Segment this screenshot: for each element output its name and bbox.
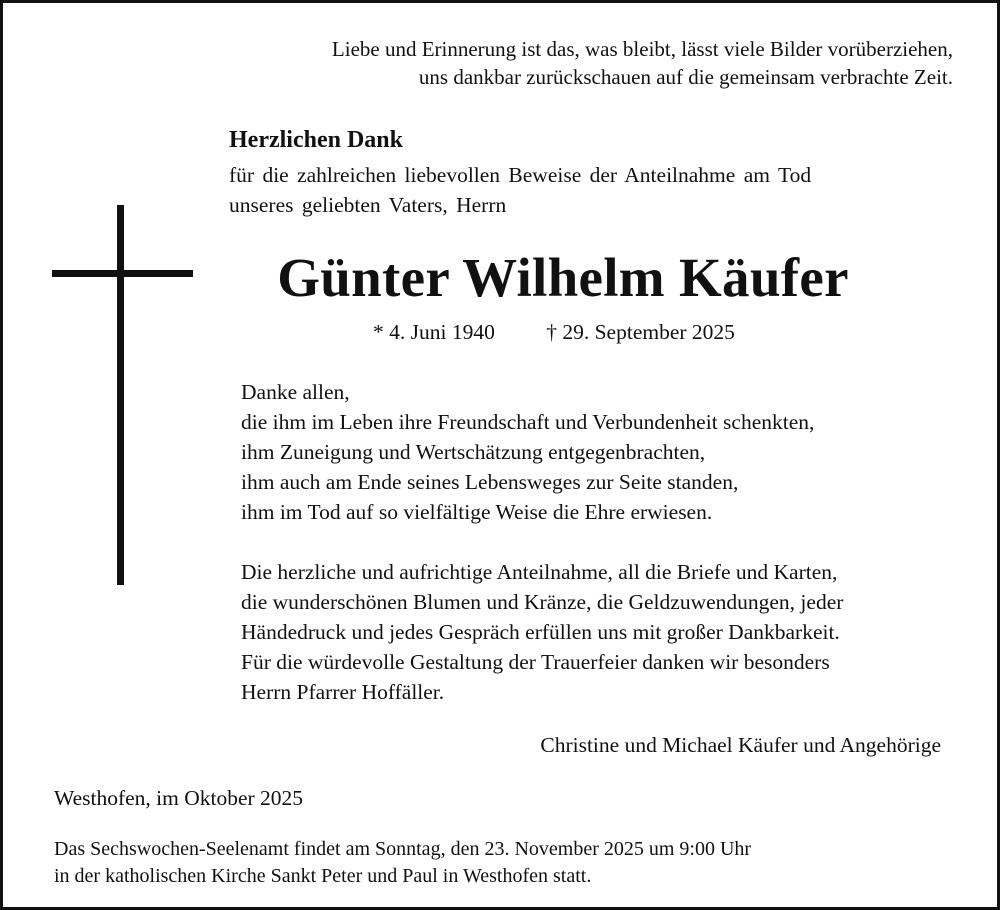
- cross-vertical-bar: [117, 205, 124, 585]
- death-date: † 29. September 2025: [546, 320, 735, 344]
- service-notice: [54, 836, 751, 890]
- notice-line: in der katholischen Kirche Sankt Peter und Paul in Westhofen statt.: [54, 865, 592, 887]
- motto-line: uns dankbar zurückschauen auf die gemeinsam verbrachte Zeit.: [418, 65, 953, 89]
- paragraph-line: Für die würdevolle Gestaltung der Trauerfeier danken wir besonders: [241, 650, 830, 674]
- thanks-text: [229, 160, 811, 220]
- paragraph-line: Herrn Pfarrer Hoffäller.: [241, 680, 445, 704]
- paragraph-line: ihm im Tod auf so vielfältige Weise die Ehre erwiesen.: [241, 500, 713, 524]
- notice-line: Das Sechswochen-Seelenamt findet am Sonntag, den 23. November 2025 um 9:00 Uhr: [54, 838, 752, 860]
- deceased-name: Günter Wilhelm Käufer: [277, 247, 849, 308]
- motto-line: Liebe und Erinnerung ist das, was bleibt, lässt viele Bilder vorüberziehen,: [331, 37, 953, 61]
- paragraph-line: ihm Zuneigung und Wertschätzung entgegenbrachten,: [241, 440, 706, 464]
- birth-date: * 4. Juni 1940: [373, 320, 495, 344]
- signature: Christine und Michael Käufer und Angehörige: [540, 733, 941, 757]
- thanks-paragraph: [241, 377, 814, 527]
- motto-quote: [332, 35, 953, 91]
- paragraph-line: Danke allen,: [241, 380, 350, 404]
- place-date: Westhofen, im Oktober 2025: [54, 786, 304, 810]
- condolence-paragraph: [241, 557, 843, 707]
- thanks-line: für die zahlreichen liebevollen Beweise der Anteilnahme am Tod: [229, 163, 812, 187]
- paragraph-line: ihm auch am Ende seines Lebensweges zur Seite standen,: [241, 470, 739, 494]
- cross-horizontal-bar: [52, 270, 193, 277]
- life-dates: [373, 320, 735, 345]
- paragraph-line: die wunderschönen Blumen und Kränze, die Geldzuwendungen, jeder: [241, 590, 844, 614]
- thanks-line: unseres geliebten Vaters, Herrn: [229, 193, 507, 217]
- paragraph-line: Händedruck und jedes Gespräch erfüllen uns mit großer Dankbarkeit.: [241, 620, 840, 644]
- thanks-heading: Herzlichen Dank: [229, 127, 403, 153]
- paragraph-line: die ihm im Leben ihre Freundschaft und Verbundenheit schenkten,: [241, 410, 815, 434]
- paragraph-line: Die herzliche und aufrichtige Anteilnahme, all die Briefe und Karten,: [241, 560, 838, 584]
